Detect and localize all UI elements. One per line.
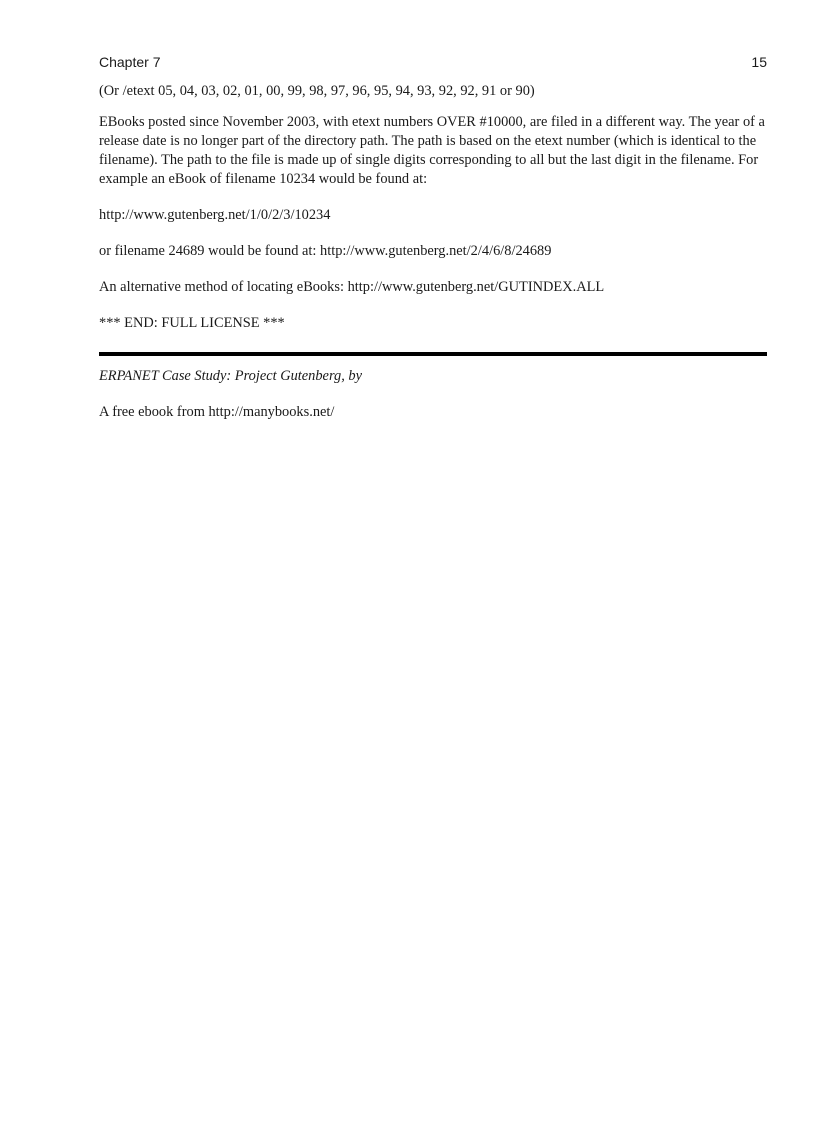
end-license-marker: *** END: FULL LICENSE *** (99, 315, 285, 331)
case-study-title: ERPANET Case Study: Project Gutenberg, by (99, 368, 362, 384)
book-footer (99, 367, 767, 439)
chapter-label: Chapter 7 (99, 54, 161, 70)
source-note: A free ebook from http://manybooks.net/ (99, 404, 335, 420)
etext-years-paragraph: (Or /etext 05, 04, 03, 02, 01, 00, 99, 98, 97, 96, 95, 94, 93, 92, 92, 91 or 90) (99, 83, 535, 99)
license-body (99, 82, 767, 350)
example-path-paragraph: http://www.gutenberg.net/1/0/2/3/10234 (99, 207, 331, 223)
second-example-paragraph: or filename 24689 would be found at: http://www.gutenberg.net/2/4/6/8/24689 (99, 243, 552, 259)
filing-explanation-paragraph: EBooks posted since November 2003, with etext numbers OVER #10000, are filed in a different way. The year of a release date is no longer part of the directory path. The path is based on the etext number (which is identical to the filename). The path to the file is made up of single digits corresponding to all but the last digit in the filename. For example an eBook of filename 10234 would be found at: (99, 114, 765, 187)
alternative-method-paragraph: An alternative method of locating eBooks: http://www.gutenberg.net/GUTINDEX.ALL (99, 279, 605, 295)
page-number: 15 (751, 54, 767, 70)
running-header (99, 52, 767, 72)
horizontal-rule (99, 352, 767, 356)
